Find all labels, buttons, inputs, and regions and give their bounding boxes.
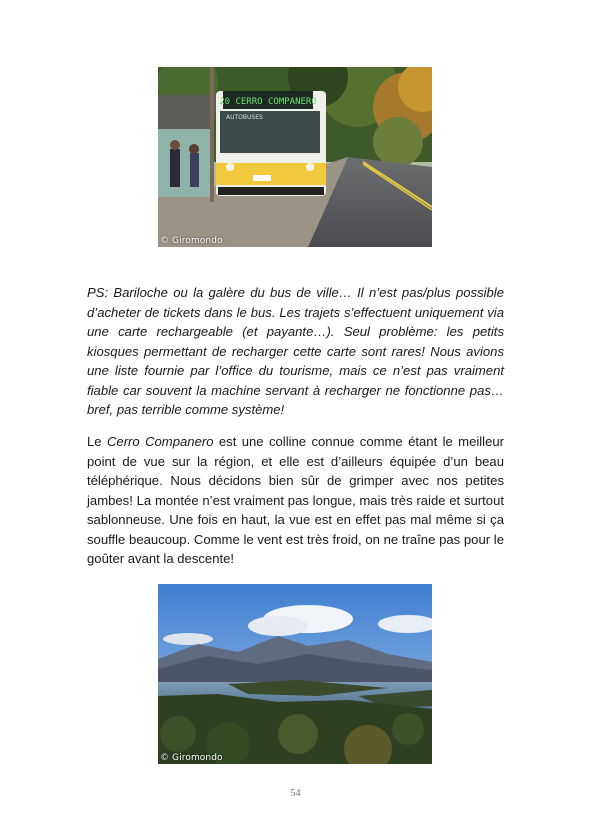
- bus-destination-sign: 20 CERRO COMPANERO: [219, 97, 317, 107]
- lake-photo-illustration: [158, 584, 432, 764]
- ps-paragraph: PS: Bariloche ou la galère du bus de ville… Il n’est pas/plus possible d’acheter de tickets dans le bus. Les trajets s’effectuent uniquement via une carte rechargeable (et payante…). Seul problème: les petits kiosques permettant de recharger cette carte sont rares! Nous avions une liste fournie par l’office du tourisme, mais ce n’est pas vraiment fiable car souvent la machine servant à recharger ne fonctionne pas… bref, pas terrible comme système!: [87, 285, 504, 417]
- photo-watermark: © Giromondo: [160, 236, 223, 246]
- bus-photo-illustration: [158, 67, 432, 247]
- lake-photo: [158, 584, 432, 764]
- cerro-intro: Le: [87, 434, 107, 449]
- bus-side-text: AUTOBUSES: [226, 114, 263, 121]
- page-number: 54: [290, 788, 301, 799]
- cerro-text: est une colline connue comme étant le meilleur point de vue sur la région, et elle est d’ailleurs équipée d’un beau téléphérique. Nous décidons bien sûr de grimper avec nos petites jambes! La montée n’est vraiment pas longue, mais très raide et surtout sablonneuse. Une fois en haut, la vue est en effet pas mal même si ça souffle beaucoup. Comme le vent est très froid, on ne traîne pas pour le goûter avant la descente!: [87, 434, 505, 566]
- bus-photo: [158, 67, 432, 247]
- cerro-paragraph: [87, 432, 504, 569]
- photo-watermark: © Giromondo: [160, 753, 223, 763]
- cerro-name: Cerro Companero: [106, 434, 214, 449]
